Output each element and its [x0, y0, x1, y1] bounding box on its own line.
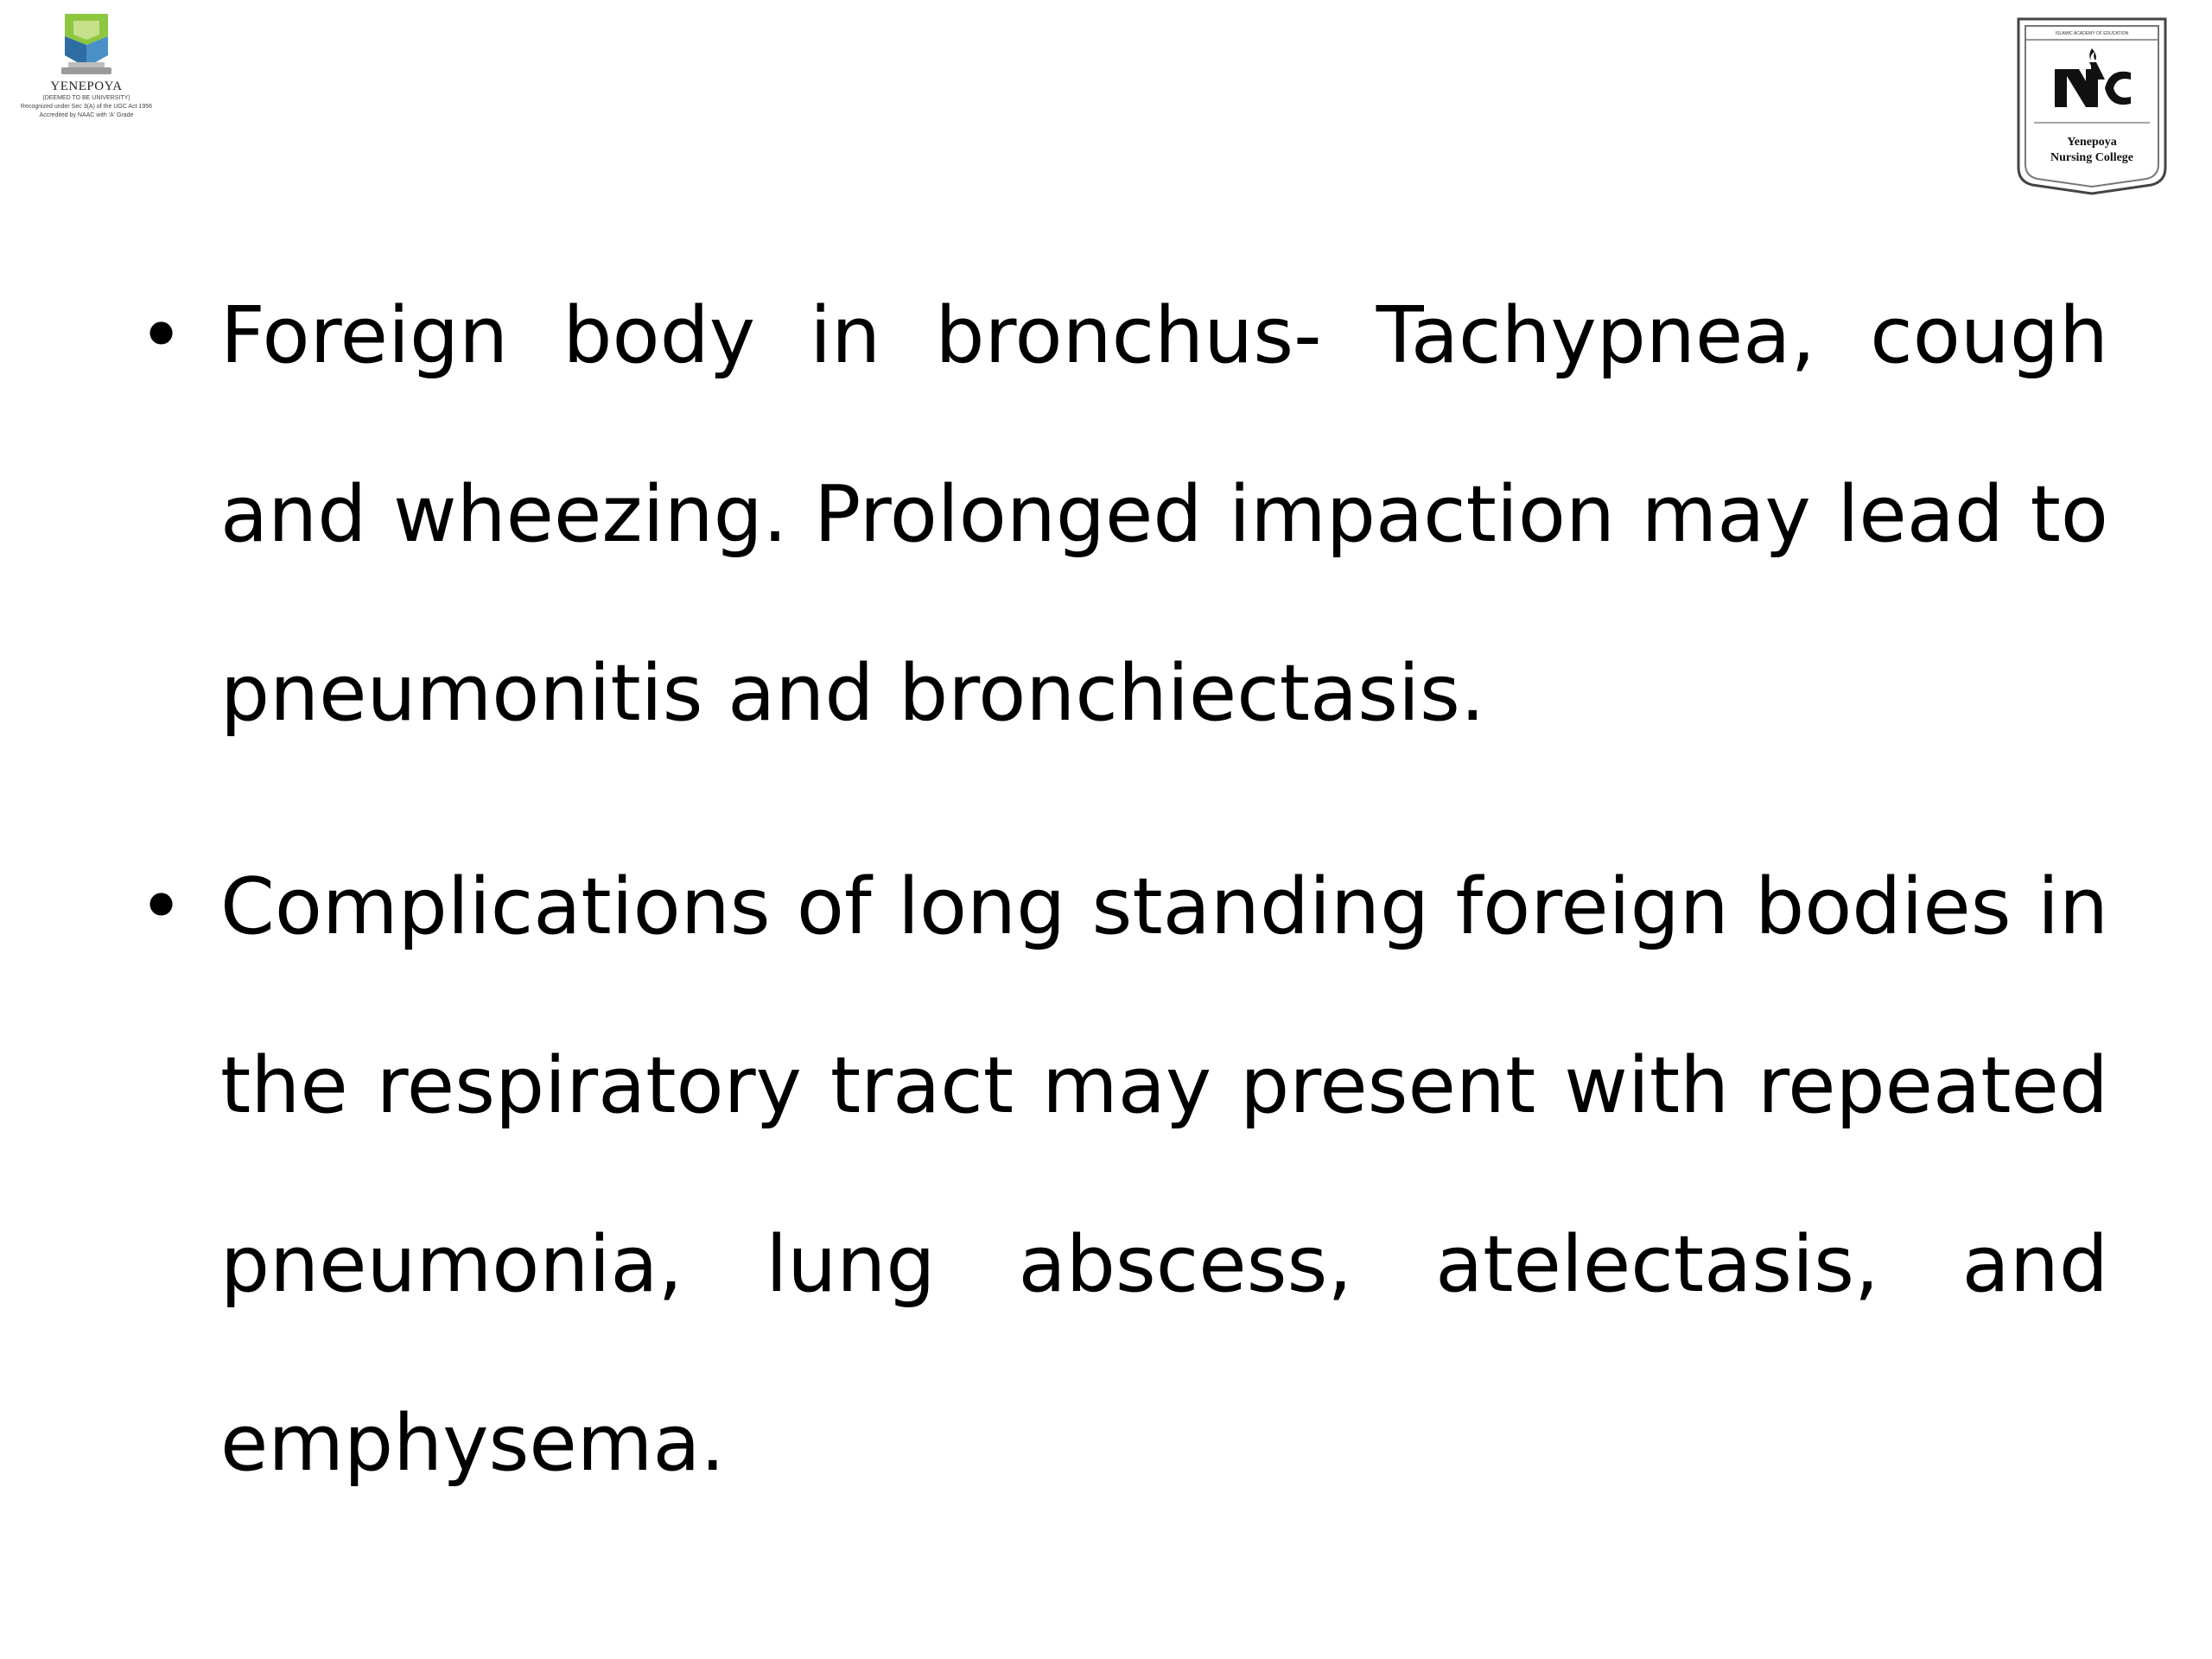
college-name-line-1: Yenepoya: [2067, 136, 2117, 149]
bullet-item: [130, 246, 2108, 783]
college-crest-icon: [2015, 16, 2169, 195]
bullet-list: [130, 246, 2108, 1567]
bullet-marker: •: [138, 290, 185, 381]
college-name-line-2: Nursing College: [2050, 151, 2134, 164]
bullet-item: [130, 817, 2108, 1533]
academy-name: ISLAMIC ACADEMY OF EDUCATION: [2055, 31, 2129, 36]
bullet-text: Complications of long standing foreign bodies in the respiratory tract may present with repeated pneumonia, lung abscess, atelectasis, and emphysema.: [220, 861, 2108, 1489]
university-tagline-1: (DEEMED TO BE UNIVERSITY): [42, 95, 130, 101]
university-name: YENEPOYA: [50, 79, 123, 93]
yenepoya-nursing-college-logo: [2015, 16, 2169, 195]
college-name: [2015, 135, 2169, 166]
yenepoya-university-logo: [3, 3, 169, 149]
shield-emblem-icon: [60, 10, 113, 78]
university-tagline-3: Accredited by NAAC with 'A' Grade: [39, 112, 134, 118]
university-tagline-2: Recognized under Sec 3(A) of the UGC Act 1956: [20, 104, 153, 110]
bullet-text: Foreign body in bronchus- Tachypnea, cough and wheezing. Prolonged impaction may lead to pneumonitis and bronchiectasis.: [220, 290, 2108, 739]
bullet-marker: •: [138, 861, 185, 952]
